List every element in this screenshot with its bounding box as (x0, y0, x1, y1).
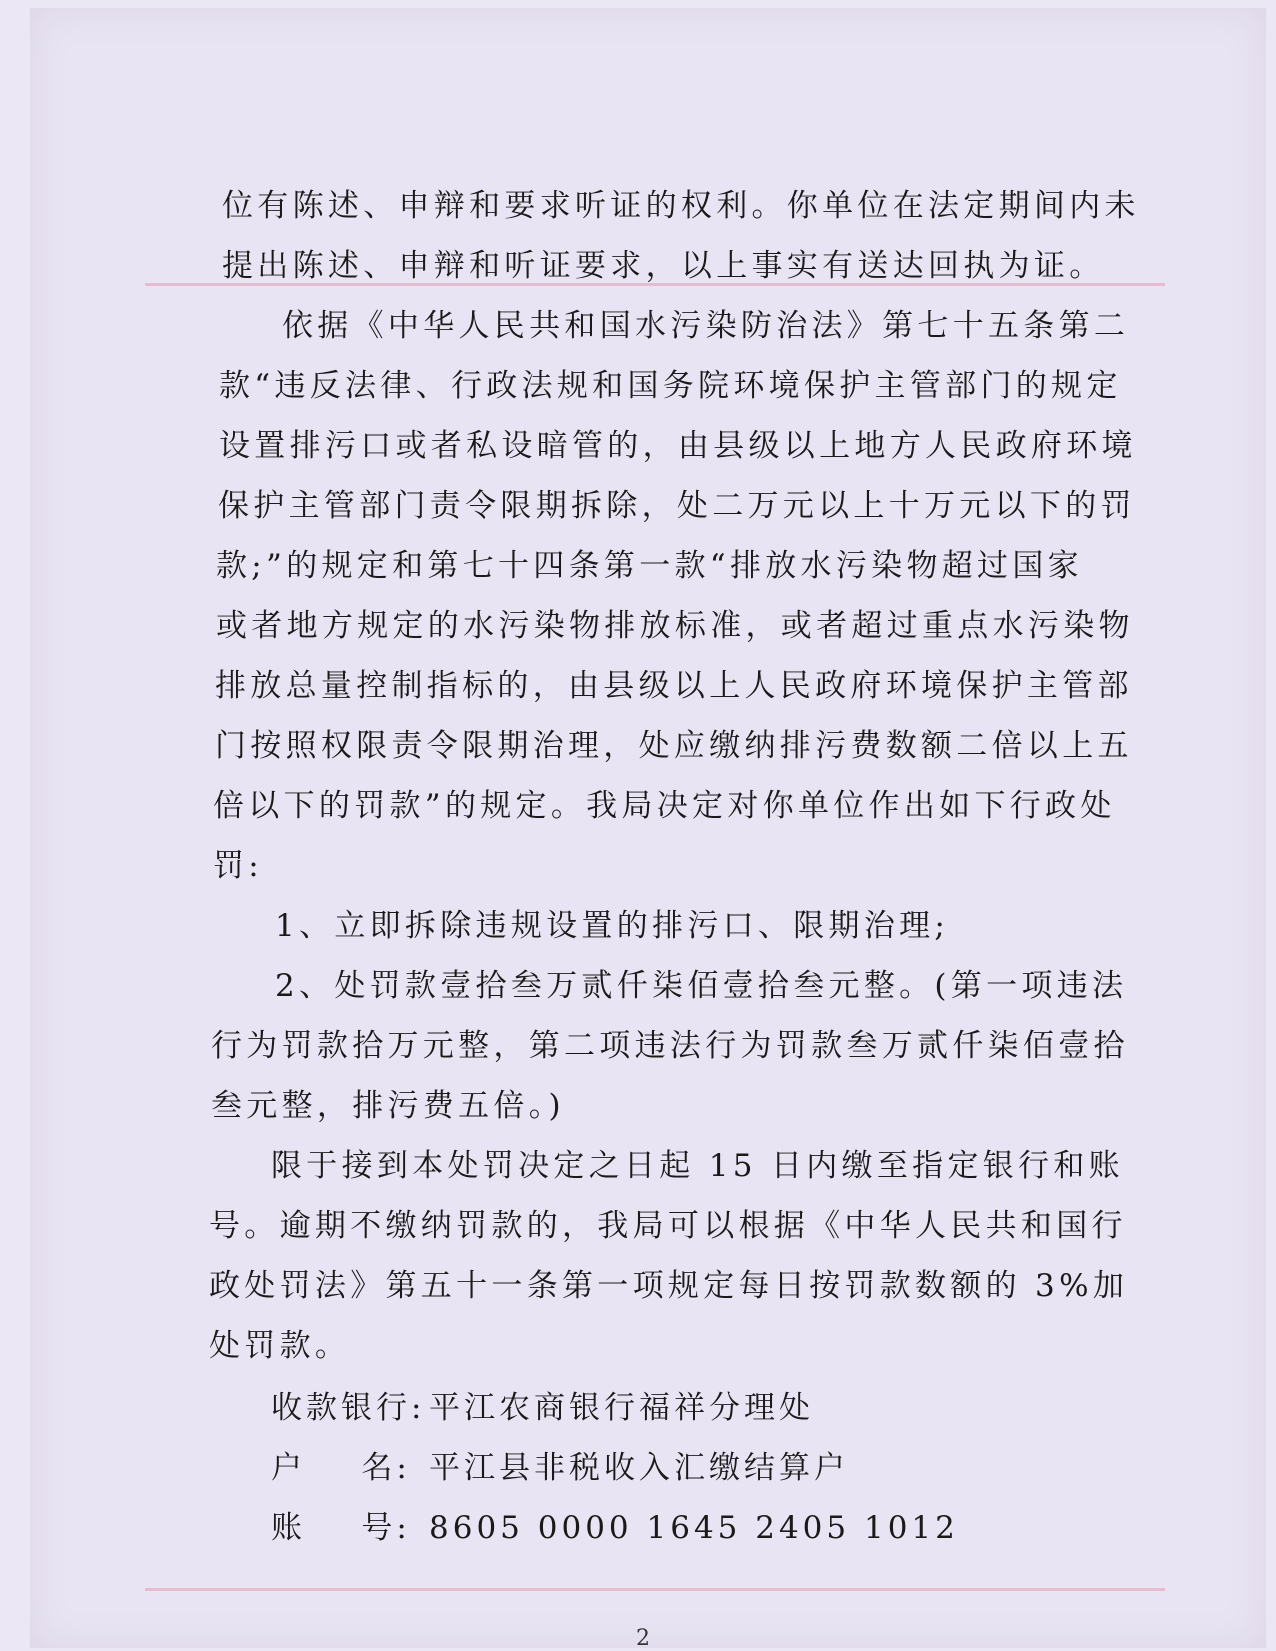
body-line: 倍以下的罚款”的规定。我局决定对你单位作出如下行政处 (213, 788, 1116, 824)
payment-bank-row (271, 1388, 814, 1428)
body-line: 2、处罚款壹拾叁万贰仟柒佰壹拾叁元整。(第一项违法 (275, 968, 1128, 1004)
payment-account-label: 账 号: (271, 1510, 411, 1546)
body-line: 款;”的规定和第七十四条第一款“排放水污染物超过国家 (216, 548, 1083, 584)
bleed-through-rule-bottom (145, 1588, 1165, 1591)
payment-name-label: 户 名: (271, 1450, 411, 1486)
payment-bank-value: 平江农商银行福祥分理处 (429, 1390, 814, 1426)
body-line: 排放总量控制指标的，由县级以上人民政府环境保护主管部 (215, 668, 1133, 704)
body-line: 依据《中华人民共和国水污染防治法》第七十五条第二 (282, 308, 1130, 344)
body-line: 保护主管部门责令限期拆除，处二万元以上十万元以下的罚 (218, 488, 1136, 524)
body-line: 或者地方规定的水污染物排放标准，或者超过重点水污染物 (216, 608, 1134, 644)
body-line: 叁元整，排污费五倍。) (211, 1088, 565, 1124)
payment-account-value: 8605 0000 1645 2405 1012 (429, 1510, 959, 1546)
payment-account-row (271, 1508, 959, 1548)
page-number: 2 (636, 1626, 650, 1651)
body-line: 处罚款。 (209, 1328, 351, 1364)
body-line: 政处罚法》第五十一条第一项规定每日按罚款数额的 3%加 (209, 1268, 1129, 1304)
body-line: 罚: (213, 848, 264, 884)
body-line: 位有陈述、申辩和要求听证的权利。你单位在法定期间内未 (222, 188, 1140, 224)
body-line: 行为罚款拾万元整，第二项违法行为罚款叁万贰仟柒佰壹拾 (211, 1028, 1129, 1064)
payment-name-value: 平江县非税收入汇缴结算户 (429, 1450, 849, 1486)
body-line: 款“违反法律、行政法规和国务院环境保护主管部门的规定 (219, 368, 1122, 404)
payment-bank-label: 收款银行: (271, 1390, 426, 1426)
payment-name-row (271, 1448, 849, 1488)
body-line: 号。逾期不缴纳罚款的，我局可以根据《中华人民共和国行 (209, 1208, 1127, 1244)
body-line: 提出陈述、申辩和听证要求，以上事实有送达回执为证。 (222, 248, 1105, 284)
body-line: 设置排污口或者私设暗管的，由县级以上地方人民政府环境 (219, 428, 1137, 464)
body-line: 1、立即拆除违规设置的排污口、限期治理; (275, 908, 950, 944)
body-line: 限于接到本处罚决定之日起 15 日内缴至指定银行和账 (271, 1148, 1124, 1184)
body-line: 门按照权限责令限期治理，处应缴纳排污费数额二倍以上五 (215, 728, 1133, 764)
